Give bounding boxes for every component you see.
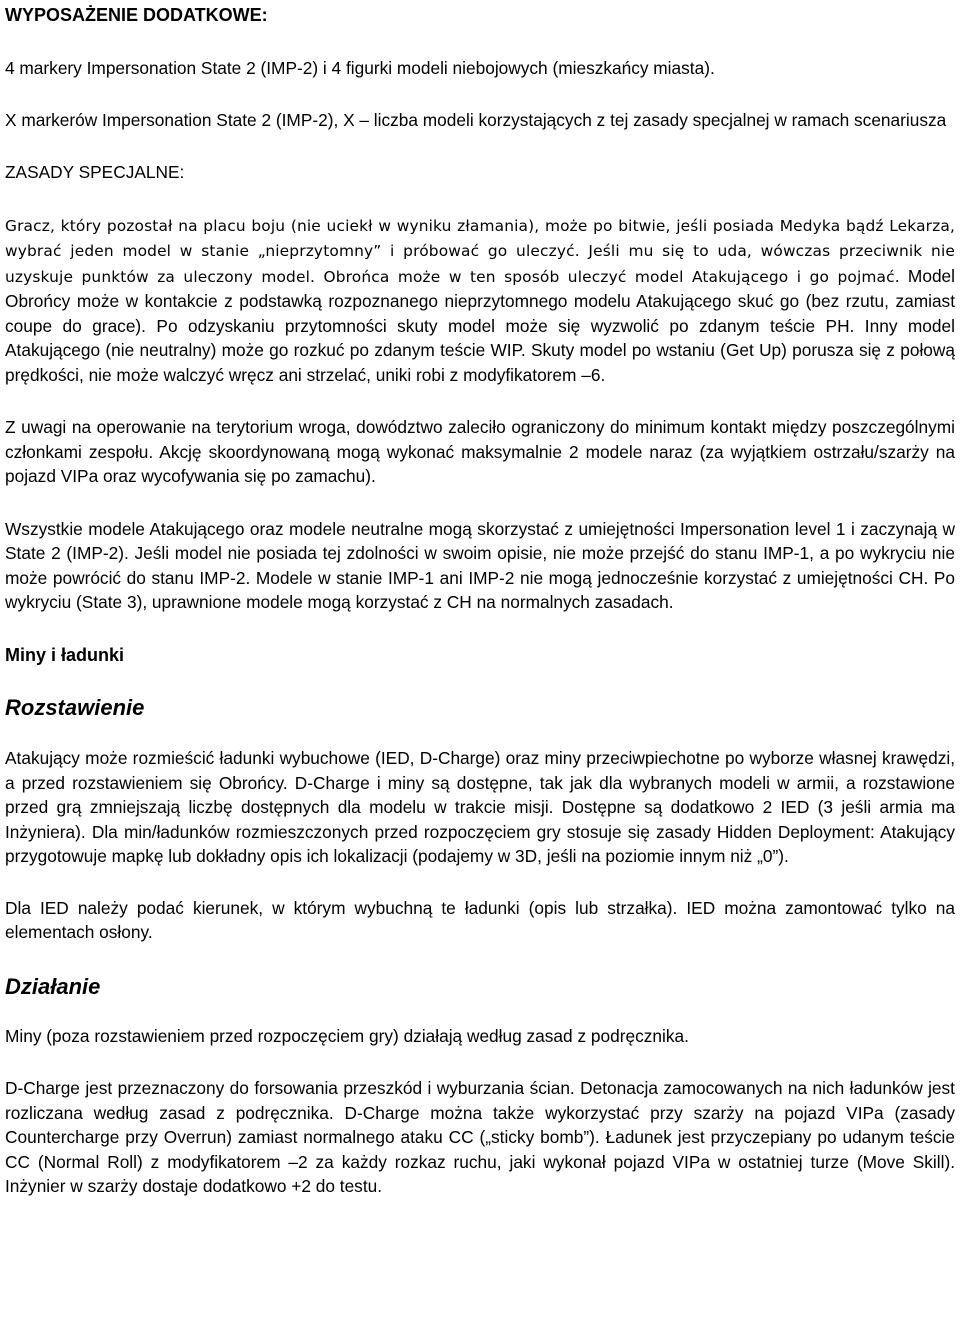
- action-paragraph-2: D-Charge jest przeznaczony do forsowania przeszkód i wyburzania ścian. Detonacja zamocowanych na nich ładunków jest rozliczana według zasad z podręcznika. D-Charge można także wykorzystać przy szarży na pojazd VIPa (zasady Countercharge przy Overrun) zamiast normalnego ataku CC („sticky bomb”). Ładunek jest przyczepiany po udanym teście CC (Normal Roll) z modyfikatorem –2 za każdy rozkaz ruchu, jaki wykonał pojazd VIPa w ostatniej turze (Move Skill). Inżynier w szarży dostaje dodatkowo +2 do testu.: [5, 1078, 955, 1196]
- equipment-paragraph-1: 4 markery Impersonation State 2 (IMP-2) i 4 figurki modeli niebojowych (mieszkańcy miasta).: [5, 58, 715, 78]
- special-rules-paragraph-3: Wszystkie modele Atakującego oraz modele neutralne mogą skorzystać z umiejętności Impersonation level 1 i zaczynają w State 2 (IMP-2). Jeśli model nie posiada tej zdolności w swoim opisie, nie może przejść do stanu IMP-1, a po wykryciu nie może powrócić do stanu IMP-2. Modele w stanie IMP-1 ani IMP-2 nie mogą jednocześnie korzystać z umiejętności CH. Po wykryciu (State 3), uprawnione modele mogą korzystać z CH na normalnych zasadach.: [5, 518, 955, 612]
- special-rules-paragraph-2: Z uwagi na operowanie na terytorium wroga, dowództwo zaleciło ograniczony do minimum kontakt między poszczególnymi członkami zespołu. Akcję skoordynowaną mogą wykonać maksymalnie 2 modele naraz (za wyjątkiem ostrzału/szarży na pojazd VIPa oraz wycofywania się po zamachu).: [5, 417, 955, 486]
- equipment-paragraph-2: X markerów Impersonation State 2 (IMP-2), X – liczba modeli korzystających z tej zasady specjalnej w ramach scenariusza: [5, 109, 947, 130]
- deployment-heading: Rozstawienie: [5, 695, 145, 720]
- special-rules-paragraph-1-part-a: Gracz, który pozostał na placu boju (nie uciekł w wyniku złamania), może po bitwie, jeśli posiada Medyka bądź Lekarza, wybrać jeden model w stanie „nieprzytomny” i próbować go uleczyć. Jeśli mu się to uda, wówczas przeciwnik nie uzyskuje punktów za uleczony model. Obrońca może w ten sposób uleczyć model Atakującego i go pojmać.: [5, 216, 955, 286]
- special-rules-heading: ZASADY SPECJALNE:: [5, 162, 185, 182]
- action-paragraph-1: Miny (poza rozstawieniem przed rozpoczęciem gry) działają według zasad z podręcznika.: [5, 1025, 689, 1046]
- deployment-paragraph-1: Atakujący może rozmieścić ładunki wybuchowe (IED, D-Charge) oraz miny przeciwpiechotne po wyborze własnej krawędzi, a przed rozstawieniem się Obrońcy. D-Charge i miny są dostępne, tak jak dla wybranych modeli w armii, a rozstawione przed grą zmniejszają liczbę dostępnych dla modelu w trakcie misji. Dostępne są dodatkowo 2 IED (3 jeśli armia ma Inżyniera). Dla min/ładunków rozmieszczonych przed rozpoczęciem gry stosuje się zasady Hidden Deployment: Atakujący przygotowuje mapkę lub dokładny opis ich lokalizacji (podajemy w 3D, jeśli na poziomie innym niż „0”).: [5, 748, 955, 866]
- special-rules-paragraph-1-part-b: Model Obrońcy może w kontakcie z podstawką rozpoznanego nieprzytomnego modelu Atakującego skuć go (bez rzutu, zamiast coupe do grace). Po odzyskaniu przytomności skuty model może się wyzwolić po zdanym teście PH. Inny model Atakującego (nie neutralny) może go rozkuć po zdanym teście WIP. Skuty model po wstaniu (Get Up) porusza się z połową prędkości, nie może walczyć wręcz ani strzelać, uniki robi z modyfikatorem –6.: [5, 265, 955, 385]
- document-page: [5, 0, 955, 1199]
- mines-heading: Miny i ładunki: [5, 644, 125, 665]
- action-heading: Działanie: [5, 973, 101, 999]
- equipment-heading: WYPOSAŻENIE DODATKOWE:: [5, 5, 268, 25]
- special-rules-paragraph-1: [5, 213, 955, 388]
- deployment-paragraph-2: Dla IED należy podać kierunek, w którym wybuchną te ładunki (opis lub strzałka). IED można zamontować tylko na elementach osłony.: [5, 897, 955, 942]
